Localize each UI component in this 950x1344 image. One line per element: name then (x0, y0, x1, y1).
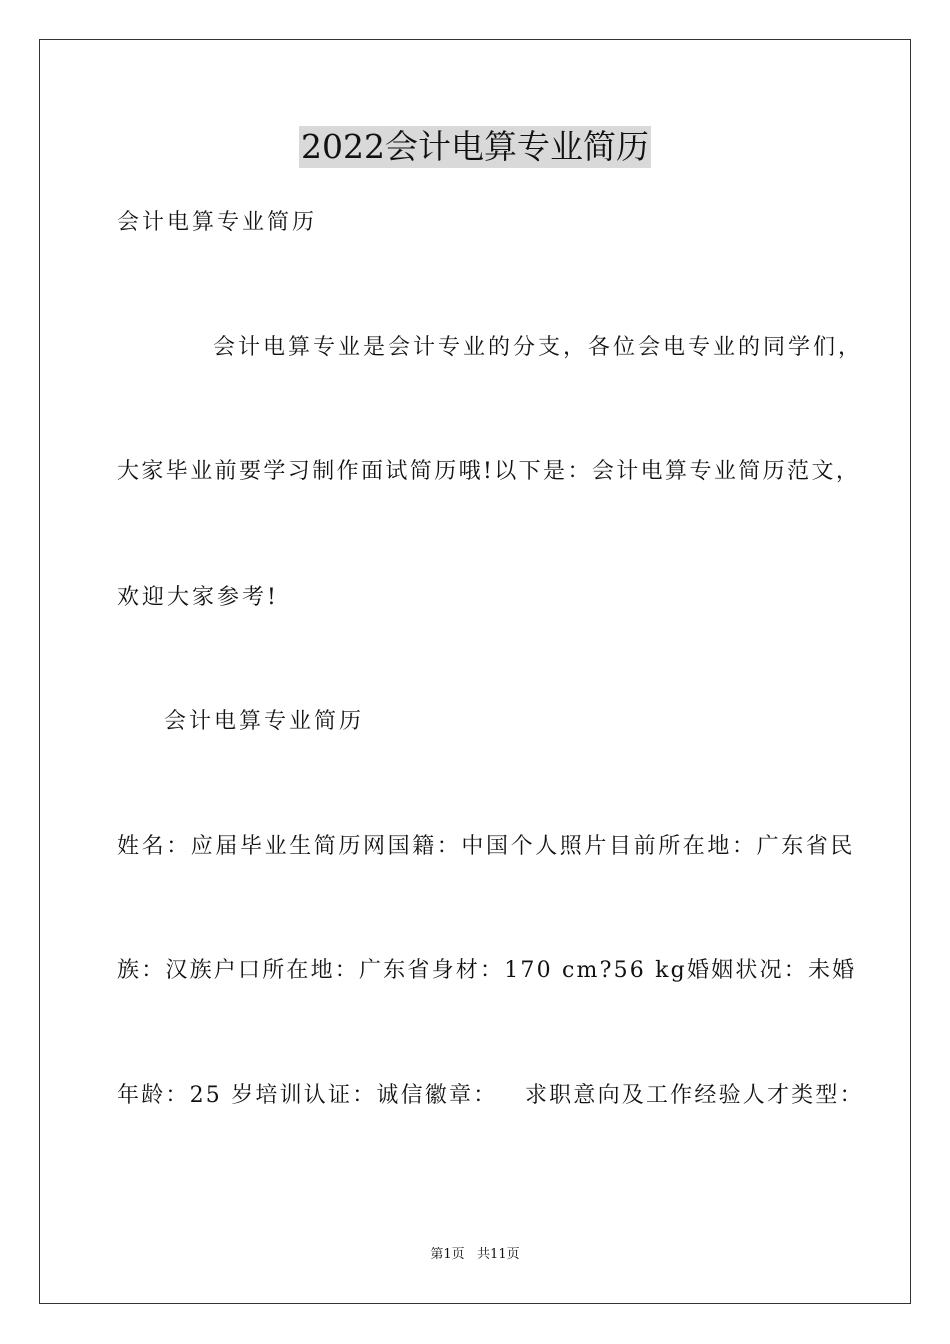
document-line: 大家毕业前要学习制作面试简历哦!以下是：会计电算专业简历范文， (117, 459, 861, 484)
document-line: 年龄：25 岁培训认证：诚信徽章： 求职意向及工作经验人才类型： (117, 1083, 864, 1108)
document-line: 会计电算专业简历 (164, 709, 365, 734)
document-title: 2022会计电算专业简历 (301, 127, 649, 166)
document-line: 族：汉族户口所在地：广东省身材：170 cm?56 kg婚姻状况：未婚 (117, 958, 857, 983)
document-line: 欢迎大家参考! (117, 585, 279, 610)
title-container (0, 126, 950, 168)
document-line: 会计电算专业是会计专业的分支，各位会电专业的同学们， (213, 335, 864, 360)
document-line: 姓名：应届毕业生简历网国籍：中国个人照片目前所在地：广东省民 (117, 834, 856, 859)
document-line: 会计电算专业简历 (117, 210, 318, 235)
page-number-footer: 第1页 共11页 (430, 1247, 520, 1262)
